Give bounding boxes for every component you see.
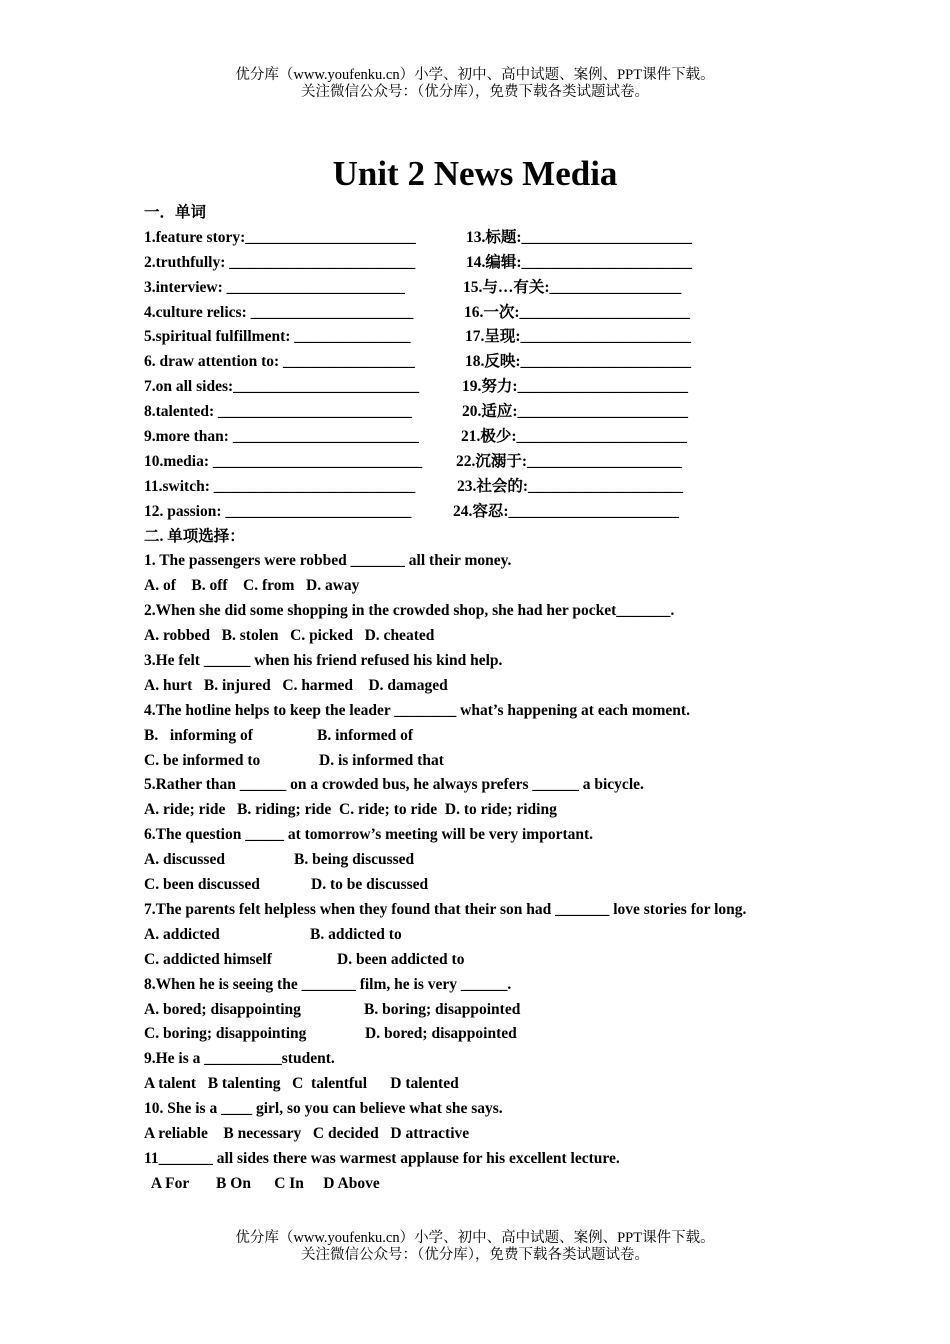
option: B. informed of [317, 726, 414, 744]
vocab-left: 12. passion: ________________________ [144, 502, 412, 520]
vocab-row [144, 226, 844, 251]
vocab-right: 24.容忍:______________________ [453, 502, 680, 520]
question-7-options-row-2 [144, 948, 844, 973]
question-7: 7.The parents felt helpless when they found that their son had _______ love stories for long. [144, 900, 747, 918]
vocab-right: 17.呈现:______________________ [465, 328, 692, 346]
vocab-right: 22.沉溺于:____________________ [456, 452, 683, 470]
page-header [0, 67, 950, 101]
question-8-options-row-2 [144, 1022, 844, 1047]
question-6-options-row-2 [144, 873, 844, 898]
vocab-left: 3.interview: _______________________ [144, 278, 405, 296]
header-line-2: 关注微信公众号：（优分库），免费下载各类试题试卷。 [301, 84, 649, 100]
vocab-row [144, 450, 844, 475]
option: B. informing of [144, 726, 253, 744]
vocab-row [144, 475, 844, 500]
option: A. addicted [144, 925, 220, 943]
worksheet-body [144, 201, 844, 1197]
question-9-options: A talent B talenting C talentful D talented [144, 1075, 459, 1093]
vocab-left: 8.talented: _________________________ [144, 403, 412, 421]
header-line-1: 优分库（www.youfenku.cn）小学、初中、高中试题、案例、PPT课件下载。 [235, 67, 715, 83]
question-1-options: A. of B. off C. from D. away [144, 577, 360, 595]
option: D. is informed that [319, 751, 444, 769]
question-10: 10. She is a ____ girl, so you can believe what she says. [144, 1100, 503, 1118]
option: C. be informed to [144, 751, 261, 769]
question-4-options-row-1 [144, 724, 844, 749]
vocab-right: 18.反映:______________________ [465, 353, 692, 371]
option: C. boring; disappointing [144, 1025, 307, 1043]
vocab-left: 2.truthfully: ________________________ [144, 253, 416, 271]
vocab-right: 16.一次:______________________ [464, 303, 691, 321]
vocab-left: 10.media: ___________________________ [144, 452, 423, 470]
vocab-row [144, 425, 844, 450]
option: B. addicted to [310, 925, 402, 943]
vocab-row [144, 375, 844, 400]
vocab-row [144, 500, 844, 525]
page-title: Unit 2 News Media [332, 154, 618, 193]
vocab-left: 11.switch: __________________________ [144, 477, 416, 495]
footer-line-1: 优分库（www.youfenku.cn）小学、初中、高中试题、案例、PPT课件下载。 [235, 1230, 715, 1246]
vocab-left: 6. draw attention to: _________________ [144, 353, 415, 371]
question-6: 6.The question _____ at tomorrow’s meeting will be very important. [144, 826, 594, 844]
vocab-right: 14.编辑:______________________ [466, 253, 693, 271]
vocab-right: 21.极少:______________________ [461, 428, 688, 446]
vocab-row [144, 350, 844, 375]
question-3-options: A. hurt B. injured C. harmed D. damaged [144, 676, 448, 694]
vocab-left: 7.on all sides:________________________ [144, 378, 420, 396]
page-footer [0, 1230, 950, 1264]
section-vocabulary-heading: 一．单词 [144, 204, 207, 221]
question-2: 2.When she did some shopping in the crowded shop, she had her pocket_______. [144, 602, 675, 620]
vocab-right: 23.社会的:____________________ [457, 477, 684, 495]
vocab-right: 15.与…有关:_________________ [463, 278, 682, 296]
option: C. addicted himself [144, 950, 272, 968]
question-4-options-row-2 [144, 749, 844, 774]
vocab-right: 13.标题:______________________ [466, 228, 693, 246]
question-11: 11_______ all sides there was warmest applause for his excellent lecture. [144, 1149, 620, 1167]
option: D. to be discussed [311, 876, 429, 894]
question-2-options: A. robbed B. stolen C. picked D. cheated [144, 627, 435, 645]
question-11-options: A For B On C In D Above [144, 1174, 380, 1192]
option: D. bored; disappointed [365, 1025, 517, 1043]
vocab-row [144, 251, 844, 276]
option: C. been discussed [144, 876, 260, 894]
option: B. being discussed [294, 851, 415, 869]
question-1: 1. The passengers were robbed _______ all their money. [144, 552, 512, 570]
question-6-options-row-1 [144, 848, 844, 873]
question-10-options: A reliable B necessary C decided D attractive [144, 1124, 470, 1142]
question-3: 3.He felt ______ when his friend refused his kind help. [144, 652, 503, 670]
question-7-options-row-1 [144, 923, 844, 948]
vocab-left: 9.more than: ________________________ [144, 428, 419, 446]
option: A. bored; disappointing [144, 1000, 301, 1018]
question-4: 4.The hotline helps to keep the leader ________ what’s happening at each moment. [144, 701, 690, 719]
vocab-row [144, 400, 844, 425]
vocab-row [144, 301, 844, 326]
option: D. been addicted to [337, 950, 465, 968]
vocab-left: 4.culture relics: _____________________ [144, 303, 414, 321]
question-5: 5.Rather than ______ on a crowded bus, he always prefers ______ a bicycle. [144, 776, 644, 794]
option: A. discussed [144, 851, 225, 869]
footer-line-2: 关注微信公众号：（优分库），免费下载各类试题试卷。 [301, 1247, 649, 1263]
question-8: 8.When he is seeing the _______ film, he is very ______. [144, 975, 512, 993]
vocab-row [144, 276, 844, 301]
section-choice-heading: 二. 单项选择： [144, 527, 245, 545]
question-8-options-row-1 [144, 998, 844, 1023]
vocab-left: 5.spiritual fulfillment: _______________ [144, 328, 411, 346]
vocab-right: 20.适应:______________________ [462, 403, 689, 421]
question-5-options: A. ride; ride B. riding; ride C. ride; to ride D. to ride; riding [144, 801, 557, 819]
vocab-left: 1.feature story:______________________ [144, 228, 416, 246]
vocab-row [144, 325, 844, 350]
question-9: 9.He is a __________student. [144, 1050, 335, 1068]
vocab-right: 19.努力:______________________ [462, 378, 689, 396]
option: B. boring; disappointed [364, 1000, 521, 1018]
